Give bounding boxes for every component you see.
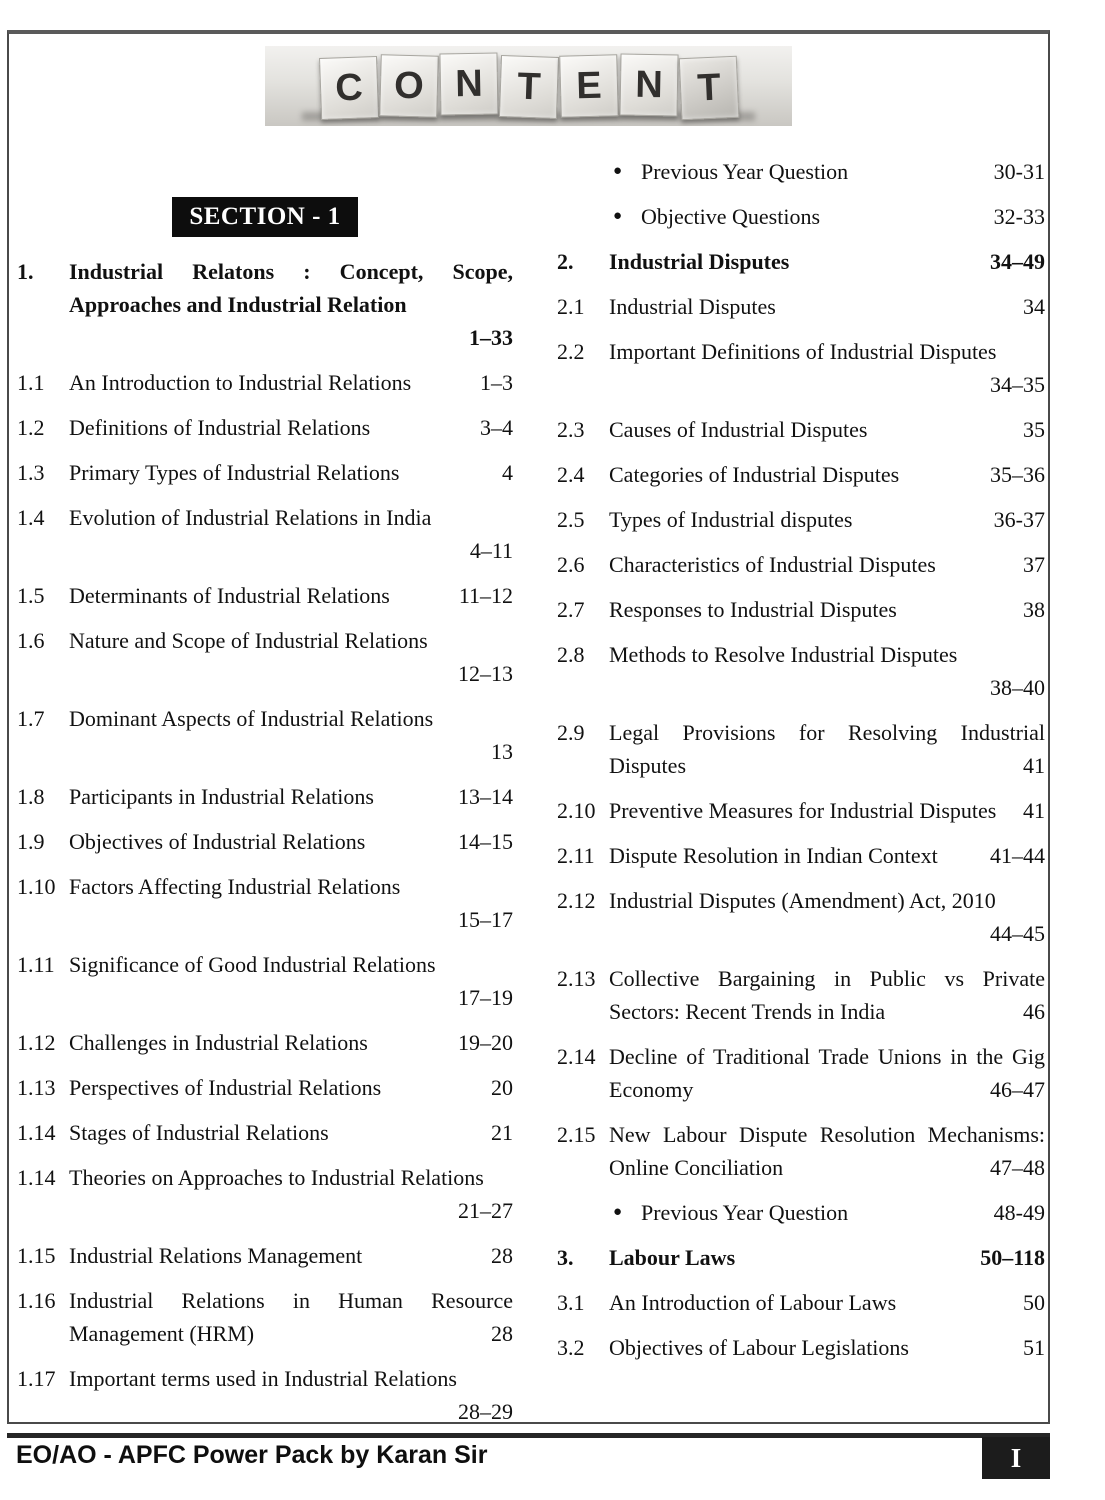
bullet-icon: ● [613, 208, 623, 224]
toc-entry-title: Important terms used in Industrial Relations [69, 1366, 457, 1391]
toc-entry-pages: 28 [491, 1243, 513, 1268]
toc-entry [17, 825, 513, 858]
toc-entry-title: Objectives of Labour Legislations [609, 1335, 909, 1360]
toc-entry [557, 794, 1045, 827]
toc-entry-pages: 28–29 [458, 1399, 513, 1424]
toc-entry-title: Industrial Disputes [609, 249, 790, 274]
toc-entry-title: Objectives of Industrial Relations [69, 829, 366, 854]
toc-entry-number: 3. [557, 1245, 574, 1270]
toc-entry-pages: 41 [1023, 753, 1045, 778]
toc-entry-pages: 34 [1023, 294, 1045, 319]
toc-entry-number: 3.1 [557, 1290, 585, 1315]
toc-columns [17, 34, 1045, 1440]
toc-entry-number: 1.11 [17, 952, 55, 977]
toc-entry [17, 1284, 513, 1350]
toc-entry-title: Characteristics of Industrial Disputes [609, 552, 936, 577]
toc-entry [557, 245, 1045, 278]
toc-entry-number: 2.14 [557, 1044, 596, 1069]
toc-entry-pages: 32-33 [993, 204, 1045, 229]
toc-entry-pages: 47–48 [990, 1155, 1045, 1180]
toc-entry-number: 2.7 [557, 597, 585, 622]
toc-entry-number: 2.2 [557, 339, 585, 364]
toc-entry-title: Theories on Approaches to Industrial Relations [69, 1165, 484, 1190]
toc-entry [557, 1040, 1045, 1106]
toc-entry-title: Industrial Relations in Human Resource Management (HRM) [69, 1288, 513, 1346]
toc-entry-number: 2.3 [557, 417, 585, 442]
toc-entry-title: Legal Provisions for Resolving Industrial Disputes [609, 720, 1045, 778]
toc-entry-pages: 12–13 [458, 661, 513, 686]
toc-entry-title: Perspectives of Industrial Relations [69, 1075, 382, 1100]
toc-entry-pages: 38 [1023, 597, 1045, 622]
toc-entry-number: 1.10 [17, 874, 56, 899]
toc-entry-title: An Introduction to Industrial Relations [69, 370, 412, 395]
toc-entry-pages: 44–45 [990, 921, 1045, 946]
toc-entry-pages: 15–17 [458, 907, 513, 932]
toc-entry [557, 503, 1045, 536]
toc-entry-number: 1.9 [17, 829, 45, 854]
toc-entry [557, 458, 1045, 491]
toc-entry-number: 2.8 [557, 642, 585, 667]
toc-entry-pages: 4 [502, 460, 513, 485]
toc-entry-pages: 36-37 [993, 507, 1045, 532]
toc-entry-pages: 38–40 [990, 675, 1045, 700]
section-header-wrap [17, 197, 513, 237]
toc-entry-number: 1.14 [17, 1120, 56, 1145]
toc-entry-pages: 30-31 [993, 159, 1045, 184]
toc-entry-number: 1.4 [17, 505, 45, 530]
toc-entry-number: 2.4 [557, 462, 585, 487]
toc-entry-pages: 46–47 [990, 1077, 1045, 1102]
toc-entry [557, 290, 1045, 323]
bullet-icon: ● [613, 1204, 623, 1220]
toc-entry-pages: 35–36 [990, 462, 1045, 487]
content-banner-block: T [498, 55, 558, 119]
toc-entry [17, 1161, 513, 1227]
toc-entry-title: Responses to Industrial Disputes [609, 597, 897, 622]
content-banner-block: N [439, 52, 498, 115]
toc-entry [17, 948, 513, 1014]
toc-entry-title: Previous Year Question [641, 1200, 849, 1225]
toc-entry-number: 2.13 [557, 966, 596, 991]
toc-entry-pages: 11–12 [458, 583, 513, 608]
toc-entry-title: Participants in Industrial Relations [69, 784, 374, 809]
toc-entry-pages: 34–35 [990, 372, 1045, 397]
toc-entry-pages: 19–20 [458, 1030, 513, 1055]
toc-entry [557, 1331, 1045, 1364]
toc-entry-number: 1.7 [17, 706, 45, 731]
toc-entry [17, 1239, 513, 1272]
toc-entry-pages: 50–118 [980, 1245, 1045, 1270]
toc-entry-pages: 3–4 [480, 415, 513, 440]
toc-entry [557, 884, 1045, 950]
toc-entry-title: Types of Industrial disputes [609, 507, 853, 532]
toc-entry-pages: 35 [1023, 417, 1045, 442]
toc-entry-title: Industrial Disputes [609, 294, 776, 319]
toc-entry-title: Dispute Resolution in Indian Context [609, 843, 938, 868]
toc-entry [557, 1118, 1045, 1184]
toc-entry-pages: 17–19 [458, 985, 513, 1010]
toc-entry [557, 1286, 1045, 1319]
toc-entry-title: Categories of Industrial Disputes [609, 462, 900, 487]
toc-entry-number: 2.6 [557, 552, 585, 577]
toc-entry [17, 1362, 513, 1428]
toc-entry [557, 200, 1045, 233]
toc-entry-pages: 1–3 [480, 370, 513, 395]
toc-entry-pages: 13 [491, 739, 513, 764]
toc-entry-title: Primary Types of Industrial Relations [69, 460, 400, 485]
toc-entry [17, 1026, 513, 1059]
toc-entry-pages: 13–14 [458, 784, 513, 809]
toc-entry-title: Determinants of Industrial Relations [69, 583, 390, 608]
toc-entry-number: 1.16 [17, 1288, 56, 1313]
toc-entry-title: Challenges in Industrial Relations [69, 1030, 368, 1055]
toc-entry-pages: 50 [1023, 1290, 1045, 1315]
toc-entry-number: 2.5 [557, 507, 585, 532]
toc-entry-pages: 41 [1023, 798, 1045, 823]
toc-entry-pages: 48-49 [993, 1200, 1045, 1225]
toc-entry [557, 593, 1045, 626]
bullet-icon: ● [613, 163, 623, 179]
section-1-header: SECTION - 1 [172, 197, 357, 237]
toc-entry-number: 1.2 [17, 415, 45, 440]
toc-entry-pages: 51 [1023, 1335, 1045, 1360]
toc-entry [17, 702, 513, 768]
toc-entry [17, 624, 513, 690]
toc-entry-number: 1. [17, 259, 34, 284]
content-banner-block: E [559, 54, 619, 117]
toc-entry-number: 2.10 [557, 798, 596, 823]
toc-entry-title: Important Definitions of Industrial Disputes [609, 339, 997, 364]
footer-title: EO/AO - APFC Power Pack by Karan Sir [16, 1441, 488, 1469]
toc-entry-number: 2.15 [557, 1122, 596, 1147]
toc-entry [557, 1241, 1045, 1274]
toc-entry-number: 1.6 [17, 628, 45, 653]
toc-entry [557, 413, 1045, 446]
toc-entry-number: 1.3 [17, 460, 45, 485]
toc-entry [557, 335, 1045, 401]
toc-entry [17, 780, 513, 813]
toc-entry [557, 548, 1045, 581]
toc-entry-title: New Labour Dispute Resolution Mechanisms: Online Conciliation [609, 1122, 1045, 1180]
toc-entry-title: Industrial Relations Management [69, 1243, 363, 1268]
toc-entry-title: Industrial Relatons : Concept, Scope, Approaches and Industrial Relation [69, 259, 513, 317]
toc-entry [557, 638, 1045, 704]
toc-entry-number: 1.15 [17, 1243, 56, 1268]
toc-entry [557, 962, 1045, 1028]
toc-entry [17, 501, 513, 567]
toc-entry-title: Methods to Resolve Industrial Disputes [609, 642, 958, 667]
page-number-badge: I [982, 1437, 1050, 1479]
toc-entry-title: Decline of Traditional Trade Unions in the Gig Economy [609, 1044, 1045, 1102]
toc-entry-number: 1.17 [17, 1366, 56, 1391]
toc-entry-number: 2.1 [557, 294, 585, 319]
toc-entry-title: Industrial Disputes (Amendment) Act, 2010 [609, 888, 996, 913]
toc-entry [17, 255, 513, 354]
toc-entry-pages: 37 [1023, 552, 1045, 577]
toc-entry-title: Stages of Industrial Relations [69, 1120, 329, 1145]
toc-entry-pages: 1–33 [469, 325, 513, 350]
toc-entry-title: An Introduction of Labour Laws [609, 1290, 897, 1315]
toc-entry-number: 1.14 [17, 1165, 56, 1190]
toc-entry [557, 155, 1045, 188]
toc-entry-number: 2.12 [557, 888, 596, 913]
toc-entry-number: 2.11 [557, 843, 595, 868]
toc-entry [17, 411, 513, 444]
toc-entry-title: Collective Bargaining in Public vs Private Sectors: Recent Trends in India [609, 966, 1045, 1024]
toc-entry-title: Dominant Aspects of Industrial Relations [69, 706, 434, 731]
toc-right-column [557, 34, 1045, 1440]
content-border-box [7, 30, 1050, 1424]
toc-entry-pages: 20 [491, 1075, 513, 1100]
toc-entry-pages: 14–15 [458, 829, 513, 854]
toc-entry-title: Significance of Good Industrial Relations [69, 952, 436, 977]
toc-entry-number: 2. [557, 249, 574, 274]
toc-entry-title: Labour Laws [609, 1245, 736, 1270]
toc-entry-number: 1.8 [17, 784, 45, 809]
toc-entry-pages: 28 [491, 1321, 513, 1346]
toc-entry-number: 1.5 [17, 583, 45, 608]
toc-entry-title: Factors Affecting Industrial Relations [69, 874, 401, 899]
content-banner-block: T [678, 56, 739, 120]
content-banner-block: N [619, 53, 678, 116]
toc-entry-pages: 41–44 [990, 843, 1045, 868]
content-banner-image [265, 46, 792, 126]
toc-entry-title: Evolution of Industrial Relations in India [69, 505, 432, 530]
toc-entry-pages: 21 [491, 1120, 513, 1145]
toc-entry-pages: 46 [1023, 999, 1045, 1024]
toc-entry [557, 716, 1045, 782]
toc-entry-pages: 21–27 [458, 1198, 513, 1223]
toc-entry-number: 2.9 [557, 720, 585, 745]
toc-entry [17, 366, 513, 399]
toc-entry-title: Preventive Measures for Industrial Disputes [609, 798, 997, 823]
toc-entry-pages: 4–11 [469, 538, 513, 563]
toc-entry [17, 1116, 513, 1149]
toc-entry [557, 839, 1045, 872]
toc-entry-title: Previous Year Question [641, 159, 849, 184]
content-banner-block: C [319, 56, 379, 120]
toc-entry [17, 1071, 513, 1104]
content-banner-block: O [379, 54, 439, 117]
toc-entry-pages: 34–49 [990, 249, 1045, 274]
footer-rule [7, 1433, 1050, 1438]
toc-entry [557, 1196, 1045, 1229]
toc-entry [17, 870, 513, 936]
toc-entry [17, 579, 513, 612]
toc-entry-title: Causes of Industrial Disputes [609, 417, 868, 442]
toc-entry-number: 1.13 [17, 1075, 56, 1100]
toc-entry-number: 3.2 [557, 1335, 585, 1360]
toc-entry-title: Objective Questions [641, 204, 821, 229]
toc-left-column [17, 34, 513, 1440]
toc-entry [17, 456, 513, 489]
toc-entry-number: 1.1 [17, 370, 45, 395]
toc-entry-title: Nature and Scope of Industrial Relations [69, 628, 428, 653]
toc-entry-title: Definitions of Industrial Relations [69, 415, 371, 440]
toc-entry-number: 1.12 [17, 1030, 56, 1055]
